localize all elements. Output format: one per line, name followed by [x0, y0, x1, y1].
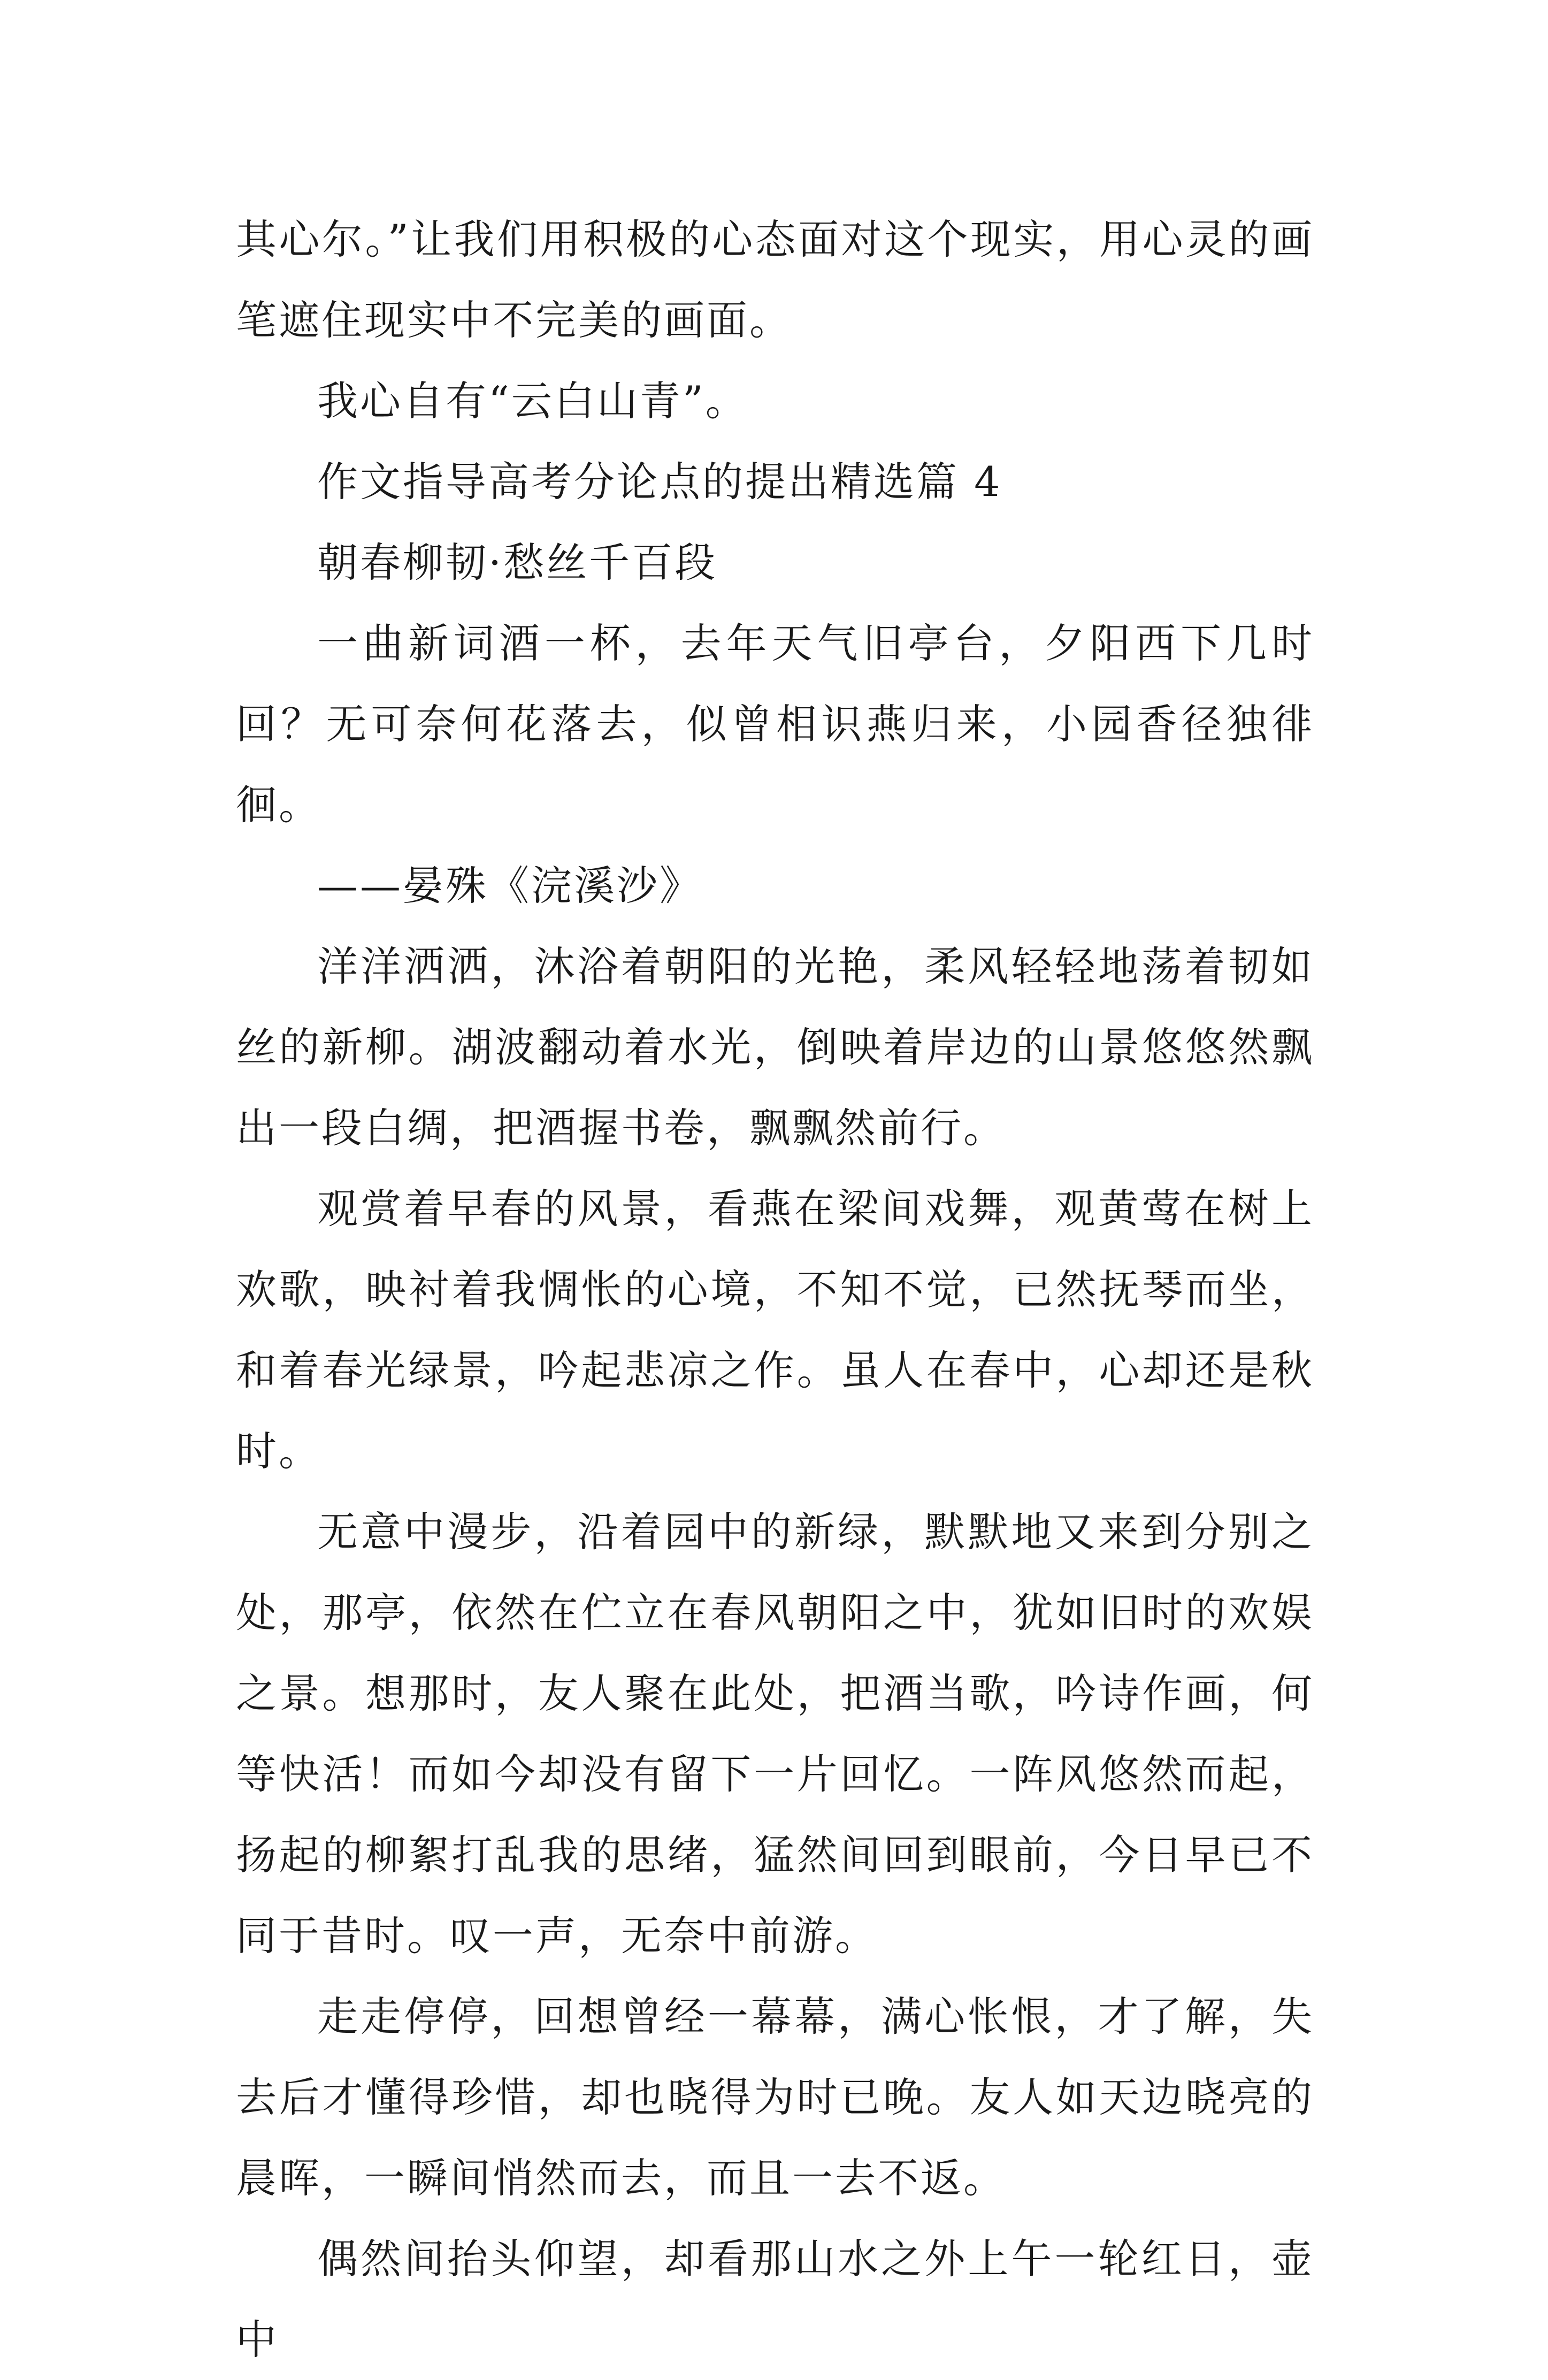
document-body: [236, 199, 1314, 2380]
poem-quote: 一曲新词酒一杯，去年天气旧亭台，夕阳西下几时回？无可奈何花落去，似曾相识燕归来，小园香径独徘徊。: [236, 619, 1314, 829]
essay-title: 朝春柳韧·愁丝千百段: [317, 539, 718, 586]
poem-attribution: ——晏殊《浣溪沙》: [317, 862, 702, 909]
paragraph: 无意中漫步，沿着园中的新绿，默默地又来到分别之处，那亭，依然在伫立在春风朝阳之中，犹如旧时的欢娱之景。想那时，友人聚在此处，把酒当歌，吟诗作画，何等快活！而如今却没有留下一片回忆。一阵风悠然而起，扬起的柳絮打乱我的思绪，猛然间回到眼前，今日早已不同于昔时。叹一声，无奈中前游。: [236, 1508, 1314, 1960]
paragraph: 其心尔。”让我们用积极的心态面对这个现实，用心灵的画笔遮住现实中不完美的画面。: [236, 216, 1314, 344]
paragraph: 我心自有“云白山青”。: [317, 377, 748, 425]
paragraph: 洋洋洒洒，沐浴着朝阳的光艳，柔风轻轻地荡着韧如丝的新柳。湖波翻动着水光，倒映着岸边的山景悠悠然飘出一段白绸，把酒握书卷，飘飘然前行。: [236, 943, 1314, 1152]
section-heading: 作文指导高考分论点的提出精选篇 4: [317, 458, 1002, 506]
paragraph: 偶然间抬头仰望，却看那山水之外上午一轮红日，壶中: [236, 2235, 1314, 2363]
paragraph: 观赏着早春的风景，看燕在梁间戏舞，观黄莺在树上欢歌，映衬着我惆怅的心境，不知不觉，已然抚琴而坐，和着春光绿景，吟起悲凉之作。虽人在春中，心却还是秋时。: [236, 1185, 1314, 1475]
paragraph: 走走停停，回想曾经一幕幕，满心怅恨，才了解，失去后才懂得珍惜，却也晓得为时已晚。友人如天边晓亮的晨晖，一瞬间悄然而去，而且一去不返。: [236, 1993, 1314, 2202]
